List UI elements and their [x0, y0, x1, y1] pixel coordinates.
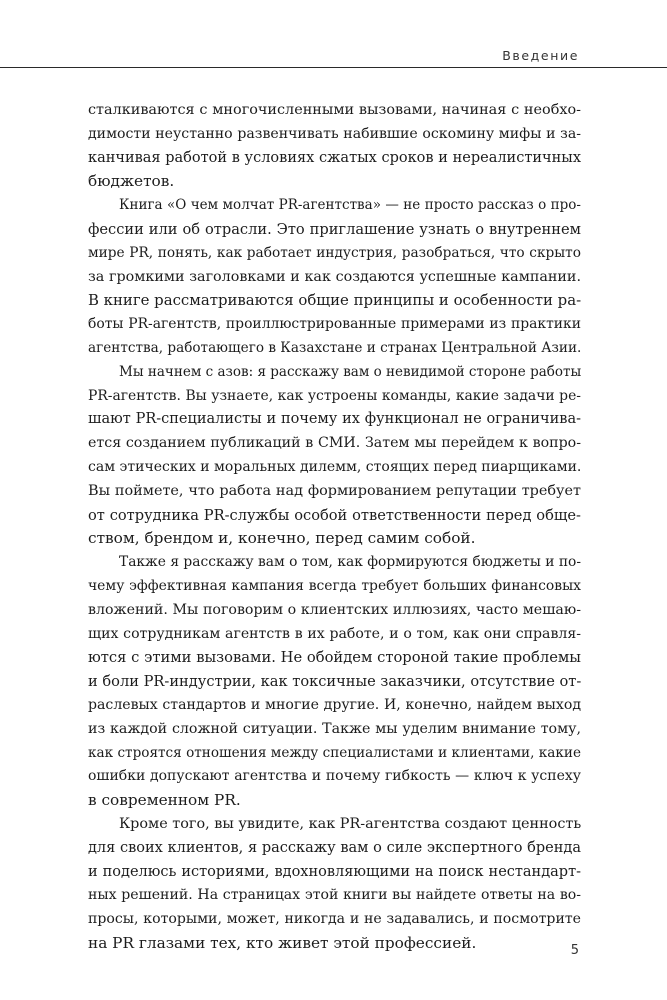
text-line: просы, которыми, может, никогда и не задавались, и посмотрите	[88, 911, 581, 928]
text-line: Также я расскажу вам о том, как формируются бюджеты и по-	[119, 554, 581, 571]
paragraph	[88, 551, 581, 813]
text-line: сам этических и моральных дилемм, стоящих перед пиарщиками.	[88, 458, 582, 475]
text-line: В книге рассматриваются общие принципы и особенности ра-	[88, 291, 582, 310]
page-number: 5	[570, 943, 579, 958]
text-line: мире PR, понять, как работает индустрия, разобраться, что скрыто	[88, 244, 581, 261]
text-line: от сотрудника PR-службы особой ответственности перед обще-	[88, 506, 581, 524]
text-line: для своих клиентов, я расскажу вам о силе экспертного бренда	[88, 839, 581, 856]
paragraph	[88, 813, 581, 956]
text-line: сталкиваются с многочисленными вызовами, начиная с необхо-	[88, 102, 581, 118]
text-line: из каждой сложной ситуации. Также мы уделим внимание тому,	[88, 720, 581, 737]
body-text	[88, 99, 581, 956]
text-line: щих сотрудникам агентств в их работе, и о том, как они справля-	[88, 625, 581, 642]
text-line: агентства, работающего в Казахстане и странах Центральной Азии.	[88, 339, 582, 356]
text-line: ством, брендом и, конечно, перед самим собой.	[88, 529, 476, 548]
text-line: Мы начнем с азов: я расскажу вам о невидимой стороне работы	[119, 363, 582, 380]
paragraph	[88, 361, 581, 551]
text-line: ются с этими вызовами. Не обойдем стороной такие проблемы	[88, 649, 581, 667]
text-line: шают PR-специалисты и почему их функционал не ограничива-	[88, 411, 581, 428]
text-line: фессии или об отрасли. Это приглашение узнать о внутреннем	[88, 220, 581, 238]
text-line: и поделюсь историями, вдохновляющими на поиск нестандарт-	[88, 863, 581, 880]
text-line: вложений. Мы поговорим о клиентских иллюзиях, часто мешаю-	[88, 601, 581, 618]
text-line: раслевых стандартов и многие другие. И, конечно, найдем выход	[88, 696, 581, 713]
text-line: канчивая работой в условиях сжатых сроков и нереалистичных	[88, 149, 581, 166]
text-line: PR-агентств. Вы узнаете, как устроены команды, какие задачи ре-	[88, 387, 581, 404]
text-line: и боли PR-индустрии, как токсичные заказчики, отсутствие от-	[88, 673, 582, 691]
text-line: Книга «О чем молчат PR-агентства» — не просто рассказ о про-	[119, 197, 581, 214]
text-line: ных решений. На страницах этой книги вы найдете ответы на во-	[88, 887, 581, 904]
text-line: на PR глазами тех, кто живет этой профессией.	[88, 933, 477, 952]
text-line: боты PR-агентств, проиллюстрированные примерами из практики	[88, 316, 581, 333]
paragraph	[88, 99, 581, 194]
paragraph	[88, 194, 581, 361]
text-line: Кроме того, вы увидите, как PR-агентства создают ценность	[119, 815, 582, 832]
text-line: бюджетов.	[88, 172, 175, 191]
text-line: Вы поймете, что работа над формированием репутации требует	[88, 482, 581, 499]
text-line: димости неустанно развенчивать набившие оскомину мифы и за-	[88, 125, 581, 142]
text-line: за громкими заголовками и как создаются успешные кампании.	[88, 268, 581, 285]
text-line: в современном PR.	[88, 791, 241, 810]
text-line: ошибки допускают агентства и почему гибкость — ключ к успеху	[88, 768, 581, 785]
text-line: чему эффективная кампания всегда требует больших финансовых	[88, 577, 581, 594]
header-rule	[0, 67, 667, 68]
running-header: Введение	[502, 48, 579, 63]
text-line: как строятся отношения между специалистами и клиентами, какие	[88, 744, 581, 761]
text-line: ется созданием публикаций в СМИ. Затем мы перейдем к вопро-	[88, 435, 581, 452]
